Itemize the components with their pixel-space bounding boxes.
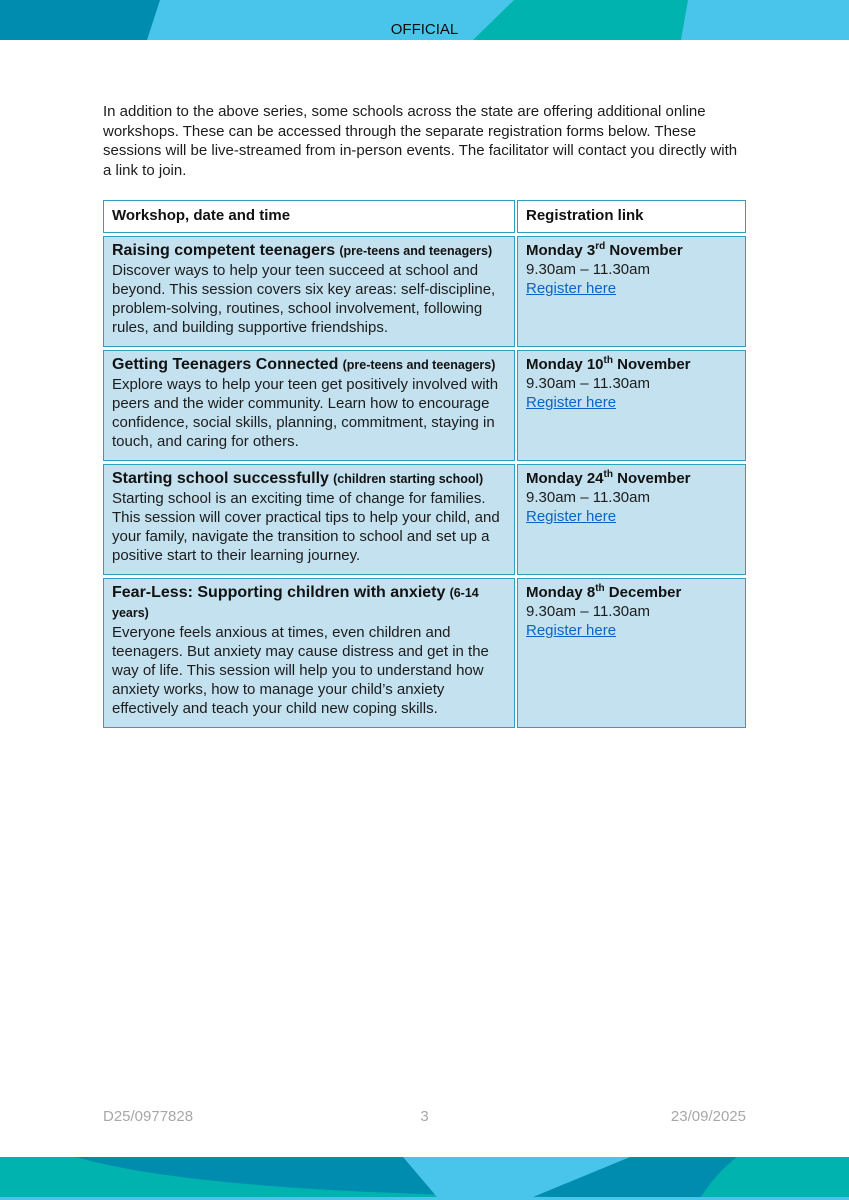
footer-date: 23/09/2025: [670, 1108, 746, 1125]
workshop-cell: [103, 236, 515, 347]
workshop-title: Starting school successfully: [112, 470, 329, 487]
workshop-audience: (pre-teens and teenagers): [342, 358, 496, 372]
register-link[interactable]: Register here: [526, 394, 617, 411]
workshop-date: Monday 10th November: [526, 355, 691, 373]
workshop-time: 9.30am – 11.30am: [526, 261, 650, 278]
workshop-date: Monday 24th November: [526, 469, 691, 487]
workshop-description: Everyone feels anxious at times, even children and teenagers. But anxiety may cause distress and get in the way of life. This session will help you to understand how anxiety works, how to manage your child’s anxiety effectively and teach your child new coping skills.: [112, 624, 489, 717]
register-link[interactable]: Register here: [526, 622, 617, 639]
column-header-registration: Registration link: [517, 200, 746, 233]
workshop-time: 9.30am – 11.30am: [526, 603, 650, 620]
intro-paragraph: In addition to the above series, some schools across the state are offering additional online workshops. These can be accessed through the separate registration forms below. These sessions will be live-streamed from in-person events. The facilitator will contact you directly with a link to join.: [103, 103, 738, 179]
table-row: [103, 350, 746, 461]
registration-cell: [517, 236, 746, 347]
table-row: [103, 578, 746, 728]
ordinal-suffix: th: [603, 355, 613, 366]
workshop-cell: [103, 578, 515, 728]
document-reference: D25/0977828: [103, 1108, 194, 1125]
footer-banner-graphic: [0, 1157, 849, 1197]
workshop-date: Monday 3rd November: [526, 241, 683, 259]
workshop-cell: [103, 350, 515, 461]
ordinal-suffix: th: [595, 583, 605, 594]
column-header-workshop: Workshop, date and time: [103, 200, 515, 233]
registration-cell: [517, 350, 746, 461]
workshop-title: Fear-Less: Supporting children with anxiety: [112, 584, 446, 601]
workshop-title: Getting Teenagers Connected: [112, 356, 339, 373]
workshop-time: 9.30am – 11.30am: [526, 375, 650, 392]
workshop-description: Discover ways to help your teen succeed at school and beyond. This session covers six key areas: self-discipline, problem-solving, routines, school involvement, following rules, and building supportive friendships.: [112, 262, 496, 336]
workshops-table: [101, 197, 748, 731]
workshop-audience: (children starting school): [333, 472, 484, 486]
table-row: [103, 464, 746, 575]
workshop-audience: (pre-teens and teenagers): [339, 244, 493, 258]
table-header-row: [103, 200, 746, 233]
ordinal-suffix: th: [603, 469, 613, 480]
workshop-description: Starting school is an exciting time of change for families. This session will cover practical tips to help your child, and your family, navigate the transition to school and set up a positive start to their learning journey.: [112, 490, 500, 564]
workshop-title: Raising competent teenagers: [112, 242, 336, 259]
footer-banner: [0, 1157, 849, 1200]
registration-cell: [517, 464, 746, 575]
workshop-time: 9.30am – 11.30am: [526, 489, 650, 506]
register-link[interactable]: Register here: [526, 280, 617, 297]
workshop-audience: (6-14 years): [112, 586, 479, 620]
workshop-description: Explore ways to help your teen get positively involved with peers and the wider community. Learn how to encourage confidence, social skills, planning, commitment, staying in touch, and caring for others.: [112, 376, 499, 450]
page-footer: [103, 1108, 746, 1125]
page-number: 3: [420, 1108, 429, 1125]
registration-cell: [517, 578, 746, 728]
workshop-cell: [103, 464, 515, 575]
table-row: [103, 236, 746, 347]
register-link[interactable]: Register here: [526, 508, 617, 525]
ordinal-suffix: rd: [595, 241, 606, 252]
official-classification-label: OFFICIAL: [390, 21, 459, 38]
workshop-date: Monday 8th December: [526, 583, 682, 601]
